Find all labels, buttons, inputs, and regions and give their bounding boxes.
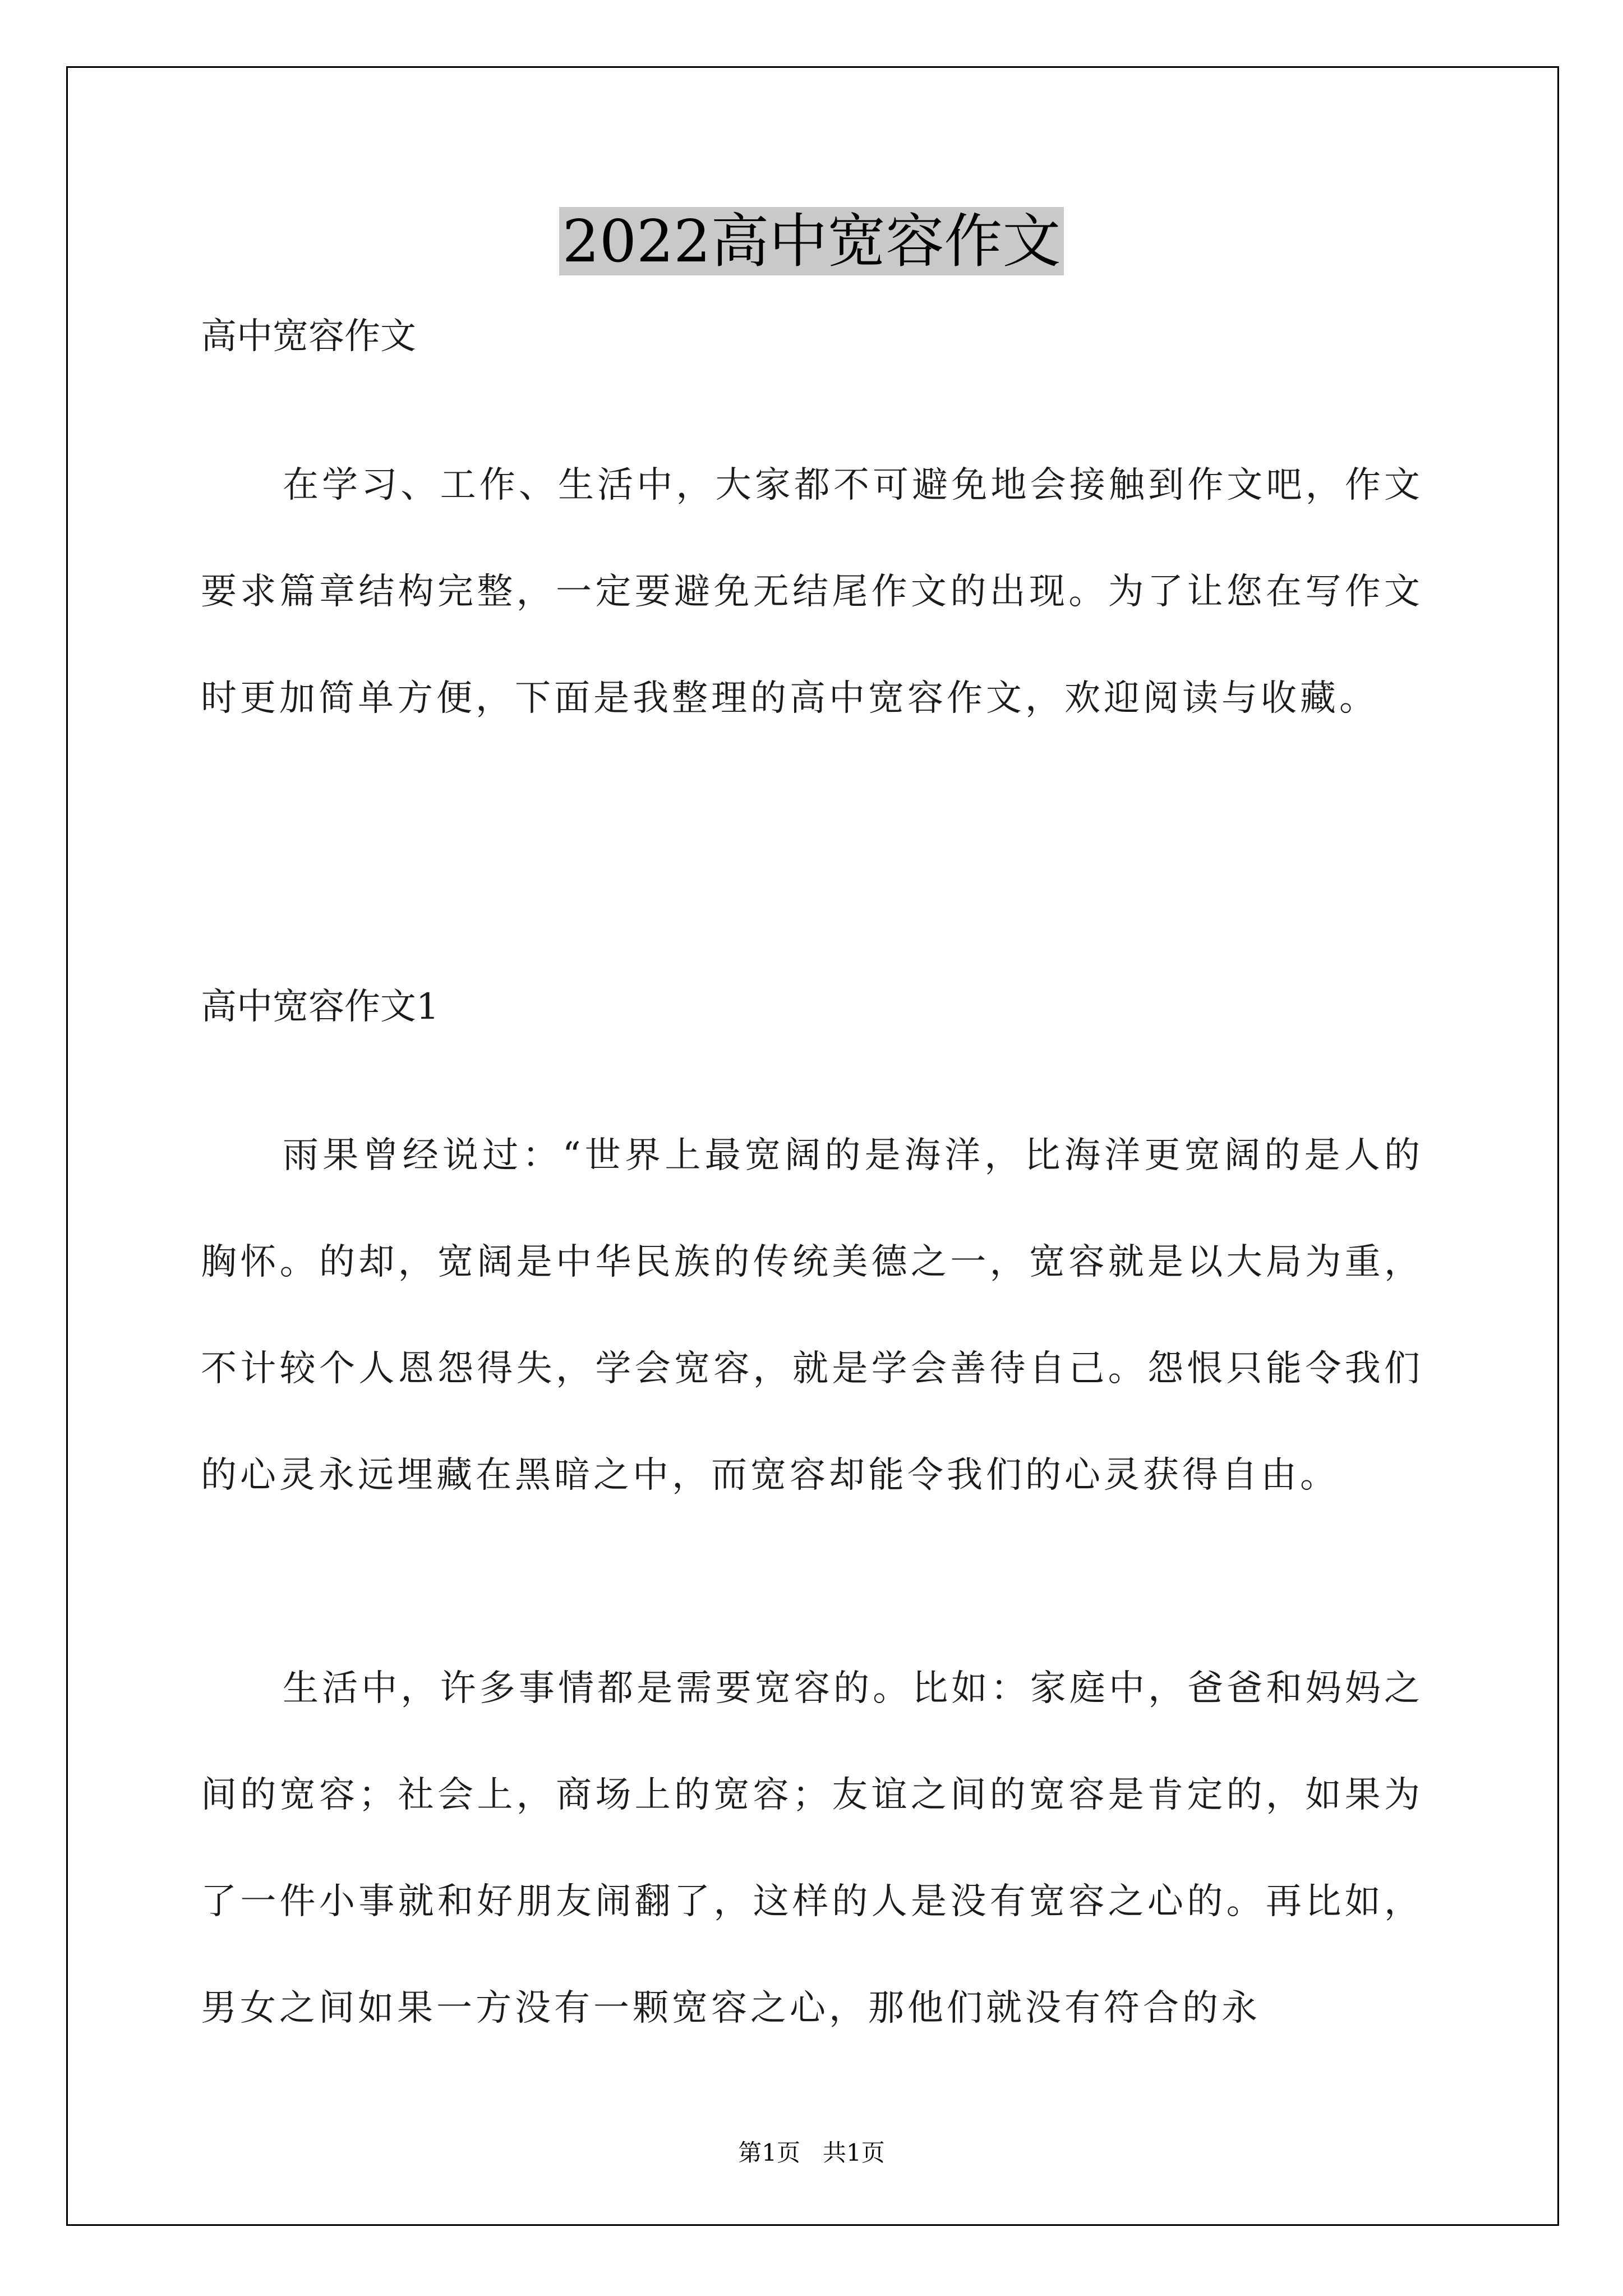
subtitle: 高中宽容作文 <box>201 316 416 357</box>
section-1-paragraph-1: 雨果曾经说过：“世界上最宽阔的是海洋，比海洋更宽阔的是人的胸怀。的却，宽阔是中华民族的传统美德之一，宽容就是以大局为重，不计较个人恩怨得失，学会宽容，就是学会善待自己。怨恨只能令我们的心灵永远埋藏在黑暗之中，而宽容却能令我们的心灵获得自由。 <box>201 1135 1423 1496</box>
page-footer: 第1页 共1页 <box>738 2139 885 2166</box>
document-title <box>0 202 1623 280</box>
section-1-heading: 高中宽容作文1 <box>201 986 439 1028</box>
intro-paragraph: 在学习、工作、生活中，大家都不可避免地会接触到作文吧，作文要求篇章结构完整，一定要避免无结尾作文的出现。为了让您在写作文时更加简单方便，下面是我整理的高中宽容作文，欢迎阅读与收藏。 <box>201 464 1423 719</box>
document-title-text: 2022高中宽容作文 <box>559 207 1064 275</box>
section-1-paragraph-2: 生活中，许多事情都是需要宽容的。比如：家庭中，爸爸和妈妈之间的宽容；社会上，商场上的宽容；友谊之间的宽容是肯定的，如果为了一件小事就和好朋友闹翻了，这样的人是没有宽容之心的。再比如，男女之间如果一方没有一颗宽容之心，那他们就没有符合的永 <box>201 1668 1423 2029</box>
